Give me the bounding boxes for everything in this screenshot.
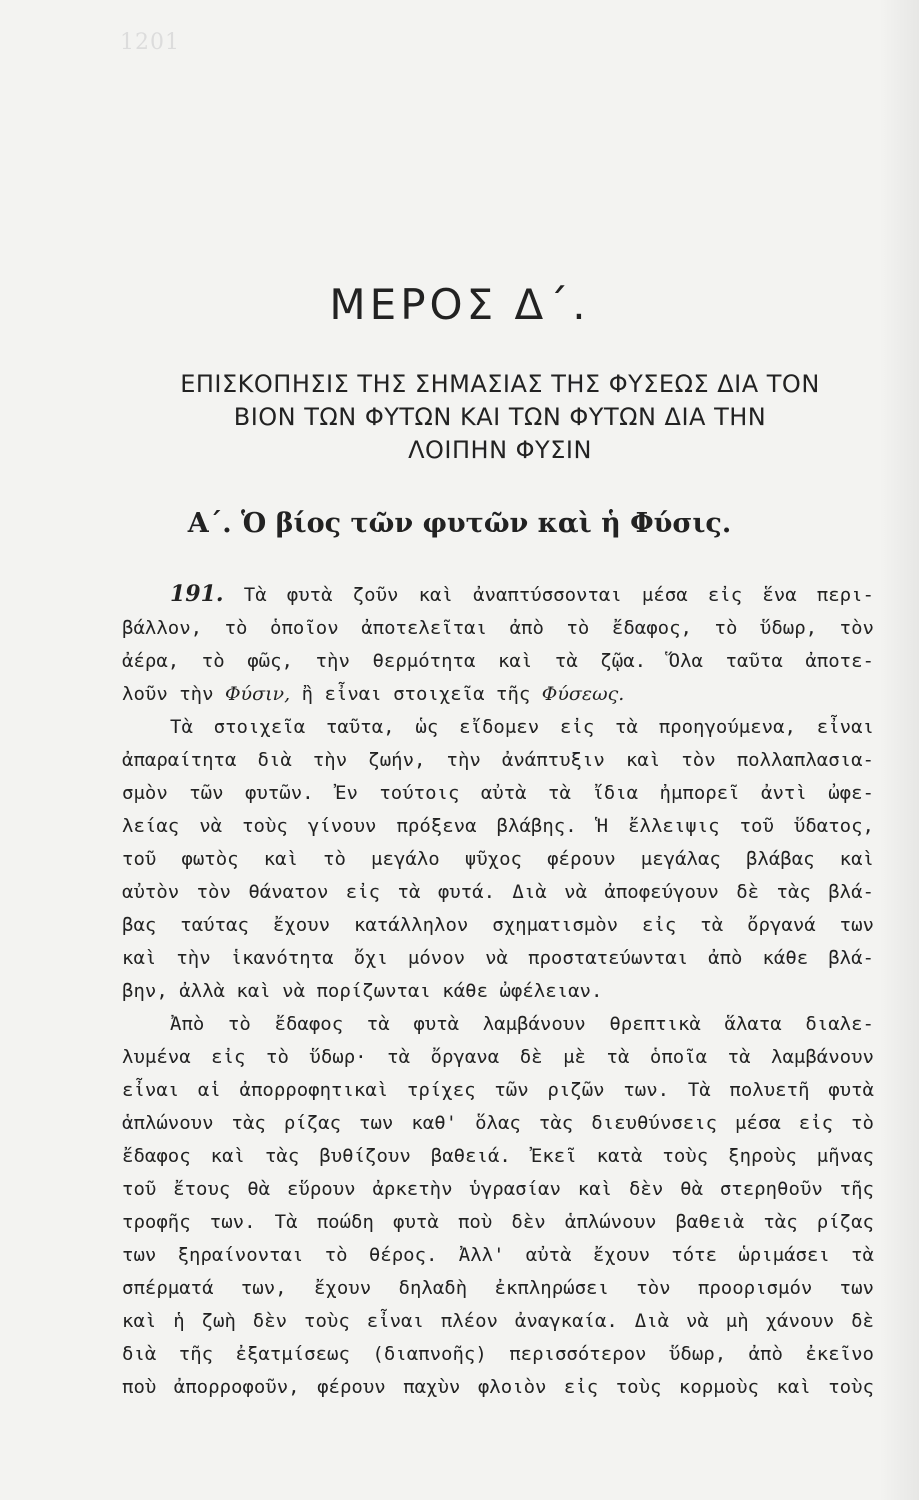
text-line: λείας νὰ τοὺς γίνουν πρόξενα βλάβης. Ἡ ἔλλειψις τοῦ ὕδατος, — [122, 815, 874, 837]
text-line: τροφῆς των. Τὰ ποώδη φυτὰ ποὺ δὲν ἁπλώνουν βαθειὰ τὰς ρίζας — [122, 1211, 874, 1233]
text-line: ἀέρα, τὸ φῶς, τὴν θερμότητα καὶ τὰ ζῷα. Ὅλα ταῦτα ἀποτε- — [122, 650, 874, 672]
part-title: ΜΕΡΟΣ Δ΄. — [329, 280, 590, 329]
text-line: τοῦ φωτὸς καὶ τὸ μεγάλο ψῦχος φέρουν μεγάλας βλάβας καὶ — [122, 848, 874, 870]
text-line: 191. Τὰ φυτὰ ζοῦν καὶ ἀναπτύσσονται μέσα εἰς ἕνα περι- — [170, 581, 874, 607]
text-line: βην, ἀλλὰ καὶ νὰ πορίζωνται κάθε ὠφέλειαν. — [122, 980, 603, 1002]
section-heading: Α΄. Ὁ βίος τῶν φυτῶν καὶ ἡ Φύσις. — [187, 508, 732, 539]
text-line: βας ταύτας ἔχουν κατάλληλον σχηματισμὸν εἰς τὰ ὄργανά των — [122, 914, 874, 936]
text-line: καὶ τὴν ἱκανότητα ὄχι μόνον νὰ προστατεύωνται ἀπὸ κάθε βλά- — [122, 947, 874, 969]
text-line: εἶναι αἱ ἀπορροφητικαὶ τρίχες τῶν ριζῶν των. Τὰ πολυετῆ φυτὰ — [122, 1079, 874, 1101]
text-line: τοῦ ἔτους θὰ εὕρουν ἀρκετὴν ὑγρασίαν καὶ δὲν θὰ στερηθοῦν τῆς — [122, 1178, 874, 1200]
text-line: ἀπαραίτητα διὰ τὴν ζωήν, τὴν ἀνάπτυξιν καὶ τὸν πολλαπλασια- — [122, 749, 874, 771]
text-line: λυμένα εἰς τὸ ὕδωρ· τὰ ὄργανα δὲ μὲ τὰ ὁποῖα τὰ λαμβάνουν — [122, 1046, 874, 1068]
text-line: διὰ τῆς ἐξατμίσεως (διαπνοῆς) περισσότερον ὕδωρ, ἀπὸ ἐκεῖνο — [122, 1343, 874, 1365]
text-line: των ξηραίνονται τὸ θέρος. Ἀλλ' αὐτὰ ἔχουν τότε ὡριμάσει τὰ — [122, 1244, 874, 1266]
text-line: λοῦν τὴν Φύσιν, ἢ εἶναι στοιχεῖα τῆς Φύσεως. — [122, 683, 625, 705]
text-line: σπέρματά των, ἔχουν δηλαδὴ ἐκπληρώσει τὸν προορισμόν των — [122, 1277, 874, 1299]
text-line: ἁπλώνουν τὰς ρίζας των καθ' ὅλας τὰς διευθύνσεις μέσα εἰς τὸ — [122, 1112, 874, 1134]
page-number: 1201 — [120, 30, 180, 55]
text-line: αὐτὸν τὸν θάνατον εἰς τὰ φυτά. Διὰ νὰ ἀποφεύγουν δὲ τὰς βλά- — [122, 881, 874, 903]
paragraph-number: 191. — [170, 581, 224, 607]
text-line: Ἀπὸ τὸ ἔδαφος τὰ φυτὰ λαμβάνουν θρεπτικὰ ἅλατα διαλε- — [170, 1013, 874, 1035]
italic-term: Φύσιν, — [224, 683, 291, 705]
text-line: ποὺ ἀπορροφοῦν, φέρουν παχὺν φλοιὸν εἰς τοὺς κορμοὺς καὶ τοὺς — [122, 1376, 874, 1398]
subtitle-line: ΒΙΟΝ ΤΩΝ ΦΥΤΩΝ ΚΑΙ ΤΩΝ ΦΥΤΩΝ ΔΙΑ ΤΗΝ — [233, 403, 767, 431]
text-line: βάλλον, τὸ ὁποῖον ἀποτελεῖται ἀπὸ τὸ ἔδαφος, τὸ ὕδωρ, τὸν — [122, 617, 874, 639]
text-line: καὶ ἡ ζωὴ δὲν τοὺς εἶναι πλέον ἀναγκαία. Διὰ νὰ μὴ χάνουν δὲ — [122, 1310, 874, 1332]
subtitle-line: ΛΟΙΠΗΝ ΦΥΣΙΝ — [408, 436, 592, 464]
text-line: σμὸν τῶν φυτῶν. Ἐν τούτοις αὐτὰ τὰ ἴδια ἠμπορεῖ ἀντὶ ὠφε- — [122, 782, 874, 804]
page-edge-shadow — [879, 0, 919, 1500]
italic-term: Φύσεως. — [541, 683, 625, 705]
part-subtitle — [120, 368, 880, 467]
text-line: ἔδαφος καὶ τὰς βυθίζουν βαθειά. Ἐκεῖ κατὰ τοὺς ξηροὺς μῆνας — [122, 1145, 874, 1167]
body-text — [122, 578, 874, 1404]
text-line: Τὰ στοιχεῖα ταῦτα, ὡς εἴδομεν εἰς τὰ προηγούμενα, εἶναι — [170, 716, 874, 738]
subtitle-line: ΕΠΙΣΚΟΠΗΣΙΣ ΤΗΣ ΣΗΜΑΣΙΑΣ ΤΗΣ ΦΥΣΕΩΣ ΔΙΑ ΤΟΝ — [180, 370, 820, 398]
